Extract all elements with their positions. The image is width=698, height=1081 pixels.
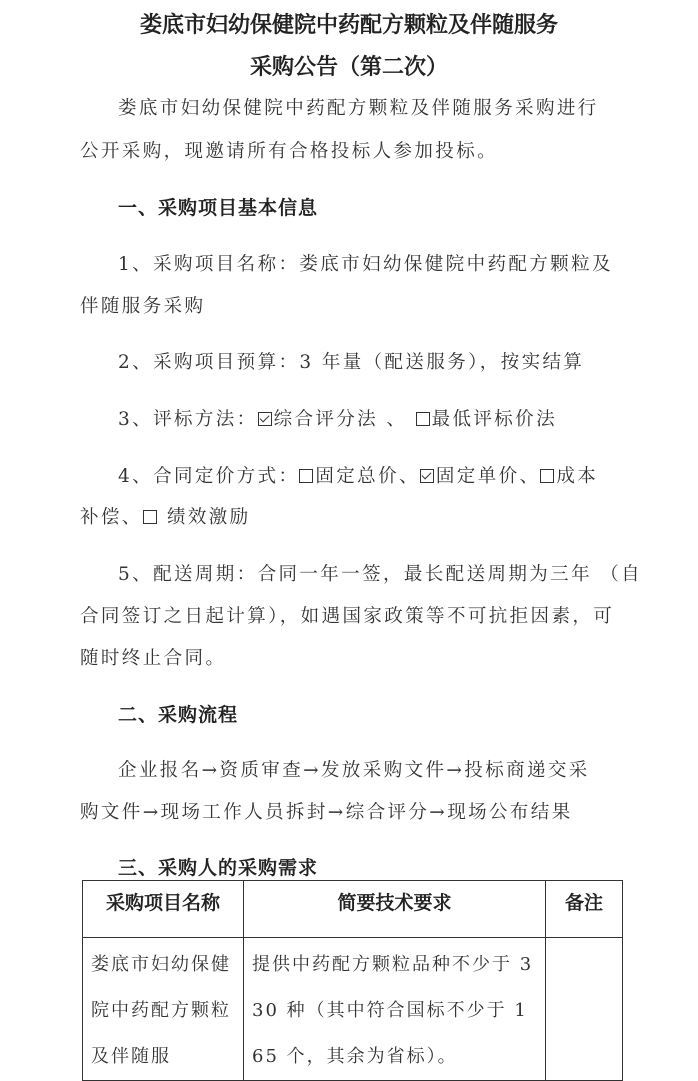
checkbox-fixed-total	[299, 469, 313, 483]
option-separator: 、	[519, 466, 541, 487]
option-fixed-total: 固定总价	[315, 466, 399, 487]
section2-heading: 二、采购流程	[118, 704, 239, 726]
item5-line2: 合同签订之日起计算），如遇国家政策等不可抗拒因素，可	[80, 606, 615, 627]
table-cell-requirements	[244, 938, 546, 1081]
checkbox-performance-incentive	[143, 510, 157, 524]
item5-line3: 随时终止合同。	[80, 648, 227, 669]
process-line1: 企业报名→资质审查→发放采购文件→投标商递交采	[118, 760, 590, 781]
item4-line2	[80, 503, 251, 529]
intro-line2: 公开采购，现邀请所有合格投标人参加投标。	[80, 141, 499, 162]
checkbox-comprehensive-scoring	[258, 412, 272, 426]
project-name-text: 娄底市妇幼保健院中药配方颗粒及伴随服	[91, 954, 231, 1067]
table-header-requirements: 简要技术要求	[244, 881, 546, 938]
checkbox-cost	[540, 469, 554, 483]
table-cell-project-name	[83, 938, 244, 1081]
item5-line1: 5、配送周期：合同一年一签，最长配送周期为三年 （自	[118, 564, 643, 585]
item3-prefix: 3、评标方法：	[118, 409, 258, 430]
item2-line1: 2、采购项目预算：3 年量（配送服务），按实结算	[118, 352, 585, 373]
item4-pricing-method	[118, 462, 598, 488]
table-header-project-name: 采购项目名称	[83, 881, 244, 938]
table-header-notes: 备注	[546, 881, 623, 938]
document-title-line1: 娄底市妇幼保健院中药配方颗粒及伴随服务	[139, 13, 558, 38]
document-title-line2: 采购公告（第二次）	[249, 55, 448, 80]
item3-evaluation-method	[118, 405, 557, 431]
intro-line1: 娄底市妇幼保健院中药配方颗粒及伴随服务采购进行	[118, 98, 599, 119]
table-header-row	[83, 881, 623, 938]
checkbox-lowest-price	[416, 412, 430, 426]
item4-prefix: 4、合同定价方式：	[118, 466, 300, 487]
option-lowest-price: 最低评标价法	[431, 409, 557, 430]
section1-heading: 一、采购项目基本信息	[118, 197, 319, 219]
requirements-text: 提供中药配方颗粒品种不少于 330 种（其中符合国标不少于 165 个，其余为省标）。	[252, 954, 534, 1067]
option-performance-incentive: 绩效激励	[158, 507, 251, 528]
table-row	[83, 938, 623, 1081]
item1-line2: 伴随服务采购	[80, 296, 206, 317]
option-comprehensive-scoring: 综合评分法	[273, 409, 379, 430]
option-fixed-unit: 固定单价	[435, 466, 520, 487]
process-line2: 购文件→现场工作人员拆封→综合评分→现场公布结果	[80, 802, 573, 823]
requirements-table	[82, 880, 623, 1081]
notes-text	[546, 938, 622, 942]
section3-heading: 三、采购人的采购需求	[118, 857, 319, 879]
option-cost: 成本	[556, 466, 599, 487]
table-cell-notes	[546, 938, 623, 1081]
checkbox-fixed-unit	[420, 469, 434, 483]
option-separator: 、	[398, 466, 420, 487]
option-compensation: 补偿、	[80, 507, 143, 528]
item1-line1: 1、采购项目名称：娄底市妇幼保健院中药配方颗粒及	[118, 254, 613, 275]
option-separator: 、	[378, 409, 416, 430]
